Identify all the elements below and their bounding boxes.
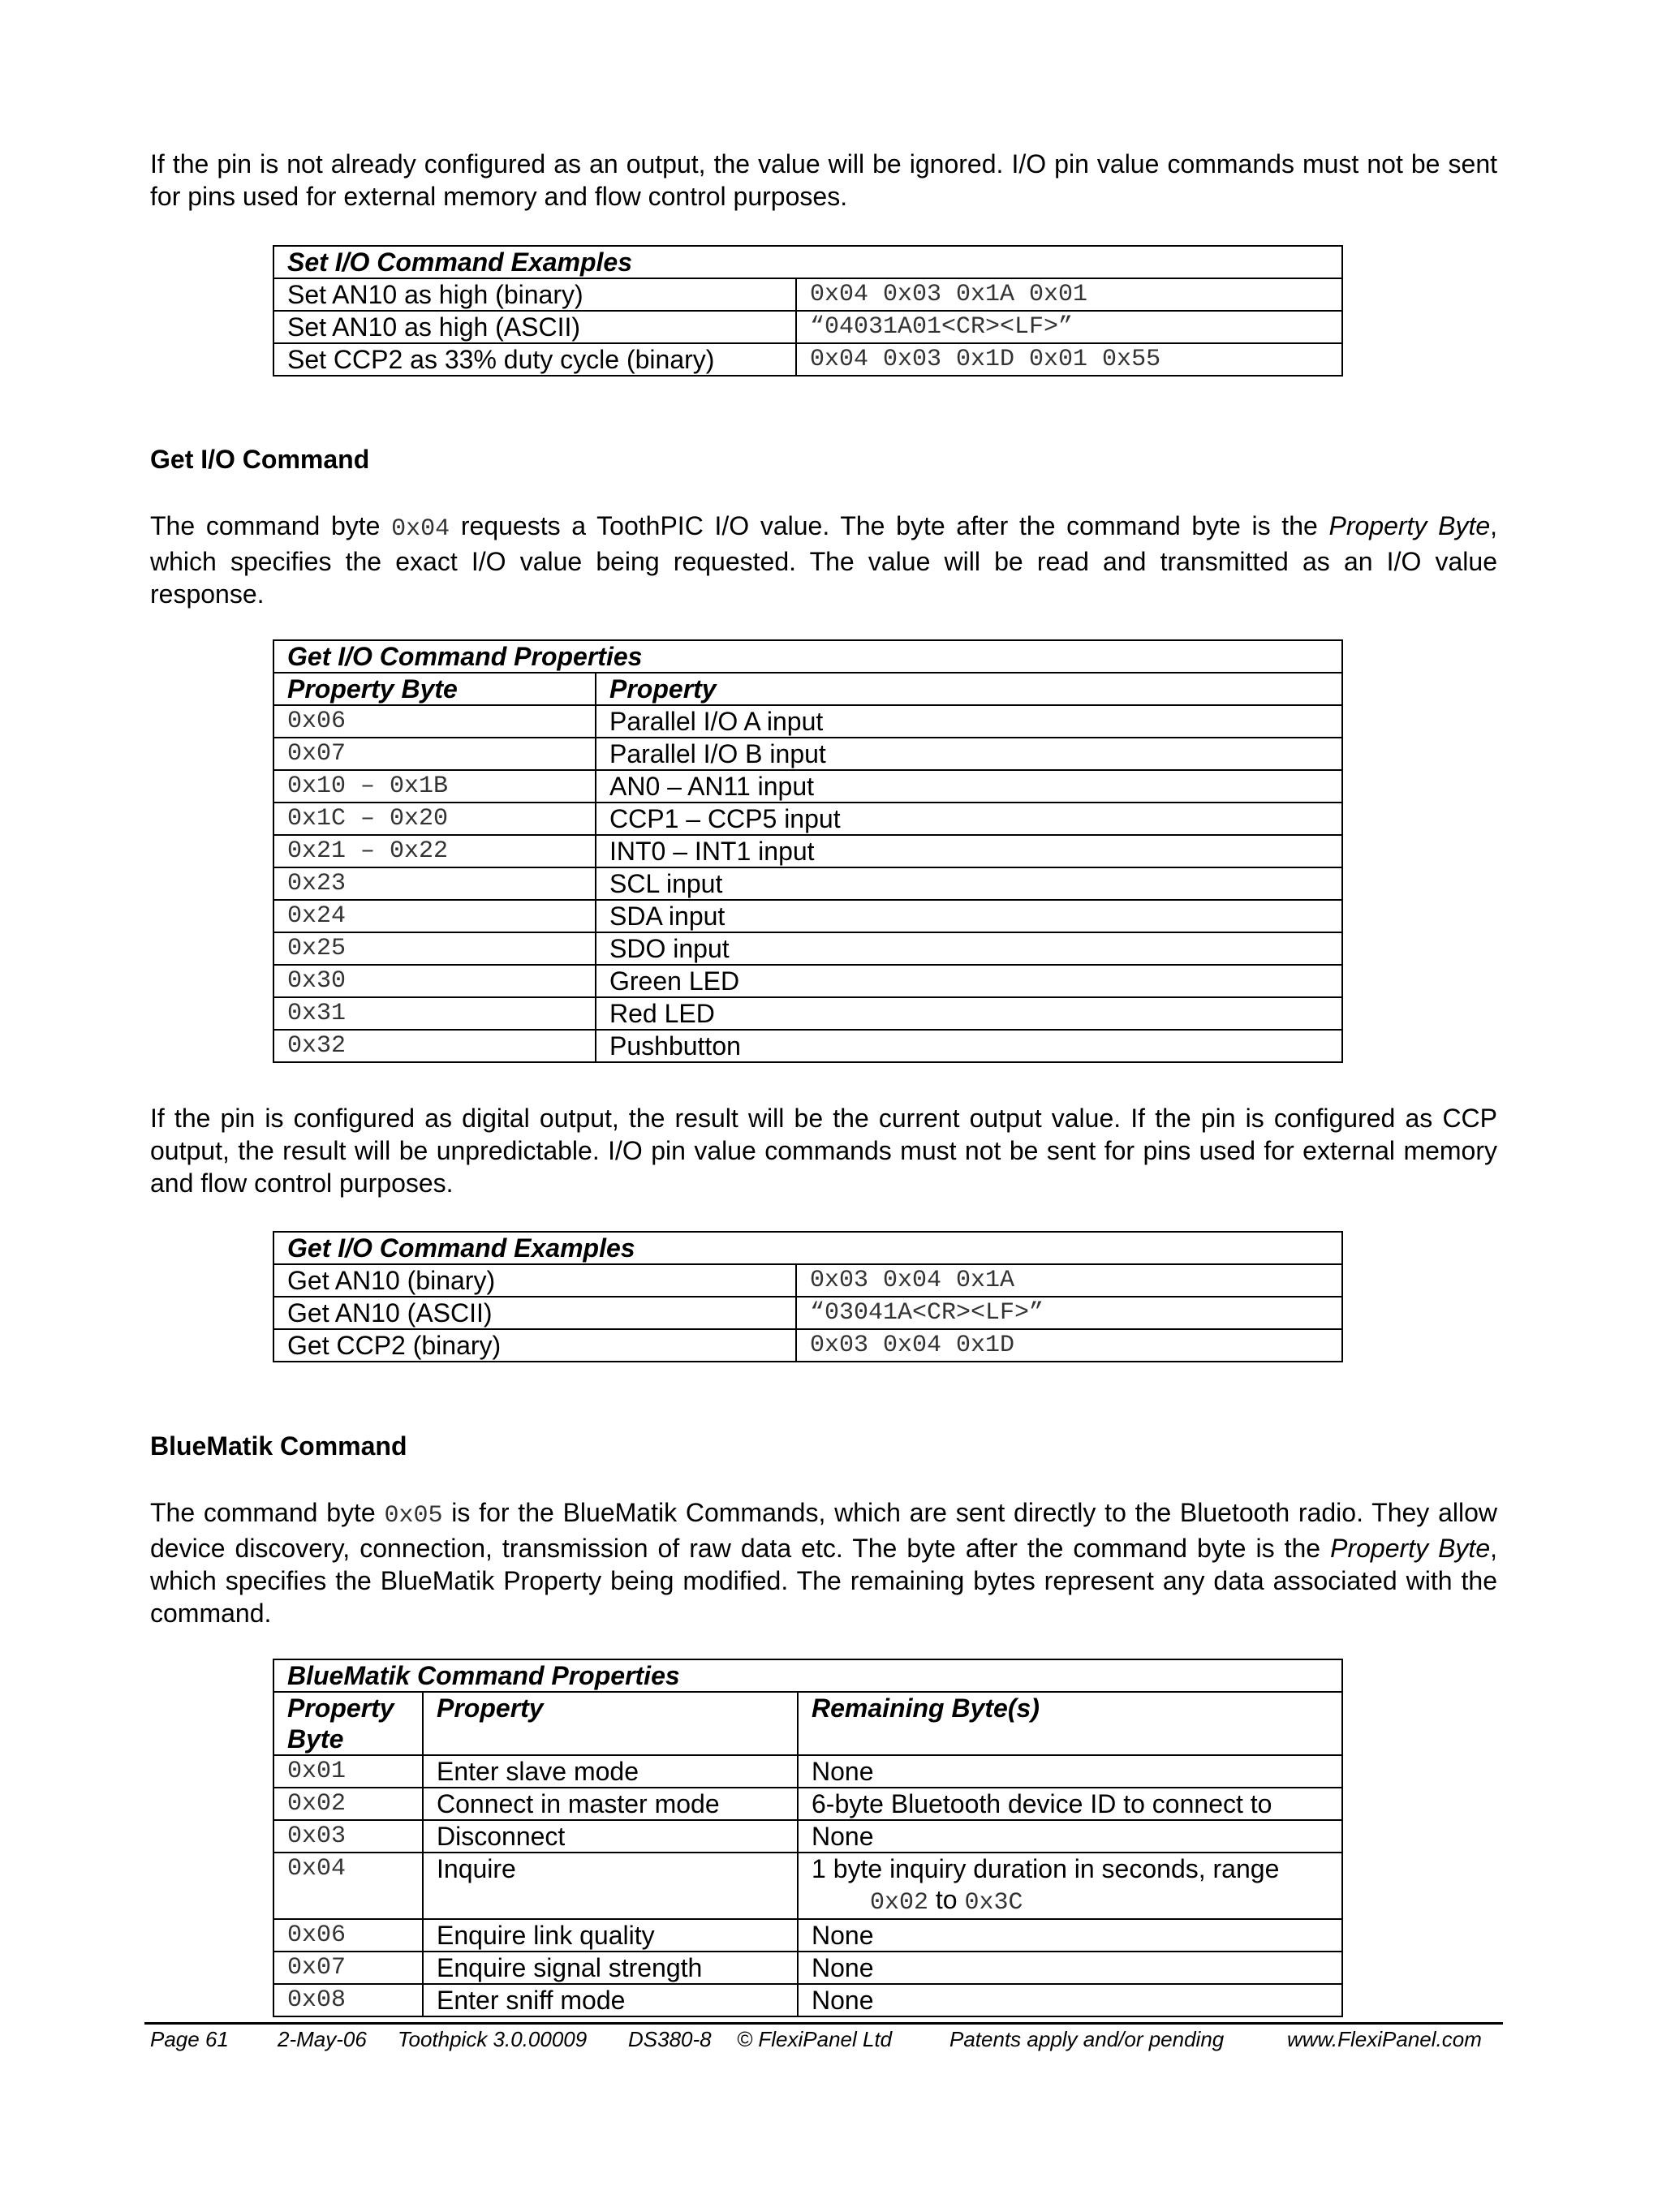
table-title: Get I/O Command Examples	[273, 1232, 1342, 1264]
footer-page-number: Page 61	[150, 2027, 229, 2051]
table-title: Get I/O Command Properties	[273, 640, 1342, 673]
table-row	[273, 278, 1342, 311]
get-io-result-paragraph: If the pin is configured as digital output, the result will be the current output value. If the pin is configured as CCP output, the result will be unpredictable. I/O pin value commands must not be sent for pins used for external memory and flow control purposes.	[150, 1104, 1497, 1198]
footer-date: 2-May-06	[278, 2027, 367, 2051]
column-header: Property	[423, 1692, 798, 1755]
table-row: Get AN10 (ASCII) “03041A<CR><LF>”	[273, 1297, 1342, 1329]
set-io-examples-table	[273, 245, 1343, 377]
bluematik-heading: BlueMatik Command	[150, 1431, 407, 1461]
table-row: 0x31 Red LED	[273, 997, 1342, 1030]
table-row: 0x08 Enter sniff mode None	[273, 1984, 1342, 2016]
table-row: 0x25 SDO input	[273, 932, 1342, 965]
table-title: BlueMatik Command Properties	[273, 1659, 1342, 1692]
footer-copyright: © FlexiPanel Ltd	[737, 2027, 893, 2051]
table-row: 0x30 Green LED	[273, 965, 1342, 997]
table-row: 0x1C – 0x20 CCP1 – CCP5 input	[273, 803, 1342, 835]
footer-doc-number: DS380-8	[628, 2027, 712, 2051]
bluematik-paragraph: The command byte 0x05 is for the BlueMatik Commands, which are sent directly to the Bluetooth radio. They allow device discovery, connection, transmission of raw data etc. The byte after the command byte is the Property Byte, which specifies the BlueMatik Property being modified. The remaining bytes represent any data associated with the command.	[150, 1498, 1498, 1628]
table-row: 0x32 Pushbutton	[273, 1030, 1342, 1062]
table-row	[273, 311, 1342, 343]
table-row: 0x03 Disconnect None	[273, 1820, 1342, 1853]
footer-rule	[144, 2022, 1503, 2025]
intro-paragraph: If the pin is not already configured as an output, the value will be ignored. I/O pin value commands must not be sent for pins used for external memory and flow control purposes.	[150, 149, 1497, 211]
footer-product: Toothpick 3.0.00009	[398, 2027, 588, 2051]
column-header: Property	[596, 673, 1342, 705]
table-row: 0x24 SDA input	[273, 900, 1342, 932]
table-row: 0x01 Enter slave mode None	[273, 1755, 1342, 1788]
table-row: Get AN10 (binary) 0x03 0x04 0x1A	[273, 1264, 1342, 1297]
column-header: Property Byte	[273, 1692, 423, 1755]
column-header: Remaining Byte(s)	[798, 1692, 1342, 1755]
get-io-properties-table	[273, 639, 1343, 1063]
column-header: Property Byte	[273, 673, 596, 705]
footer-website: www.FlexiPanel.com	[1287, 2027, 1482, 2051]
table-row: 0x06 Enquire link quality None	[273, 1919, 1342, 1952]
bluematik-properties-table	[273, 1659, 1343, 2017]
row-label: Set AN10 as high (ASCII)	[273, 311, 796, 343]
table-row: 0x23 SCL input	[273, 867, 1342, 900]
table-row: 0x07 Enquire signal strength None	[273, 1952, 1342, 1984]
table-row: 0x21 – 0x22 INT0 – INT1 input	[273, 835, 1342, 867]
table-row: 0x07 Parallel I/O B input	[273, 738, 1342, 770]
table-row: 0x06 Parallel I/O A input	[273, 705, 1342, 738]
get-io-heading: Get I/O Command	[150, 445, 370, 474]
get-io-examples-table	[273, 1231, 1343, 1362]
table-row	[273, 343, 1342, 376]
row-code: 0x04 0x03 0x1D 0x01 0x55	[796, 343, 1342, 376]
table-row: Get CCP2 (binary) 0x03 0x04 0x1D	[273, 1329, 1342, 1362]
get-io-paragraph: The command byte 0x04 requests a ToothPIC I/O value. The byte after the command byte is the Property Byte, which specifies the exact I/O value being requested. The value will be read and transmitted as an I/O value response.	[150, 511, 1498, 609]
footer-patents: Patents apply and/or pending	[949, 2027, 1225, 2051]
row-code: 0x04 0x03 0x1A 0x01	[796, 278, 1342, 311]
row-label: Set CCP2 as 33% duty cycle (binary)	[273, 343, 796, 376]
row-label: Set AN10 as high (binary)	[273, 278, 796, 311]
table-row: 0x04 Inquire 1 byte inquiry duration in seconds, range 0x02 to 0x3C	[273, 1853, 1342, 1919]
table-row: 0x10 – 0x1B AN0 – AN11 input	[273, 770, 1342, 803]
table-row: 0x02 Connect in master mode 6-byte Bluetooth device ID to connect to	[273, 1788, 1342, 1820]
row-code: “04031A01<CR><LF>”	[796, 311, 1342, 343]
table-title: Set I/O Command Examples	[273, 246, 1342, 278]
